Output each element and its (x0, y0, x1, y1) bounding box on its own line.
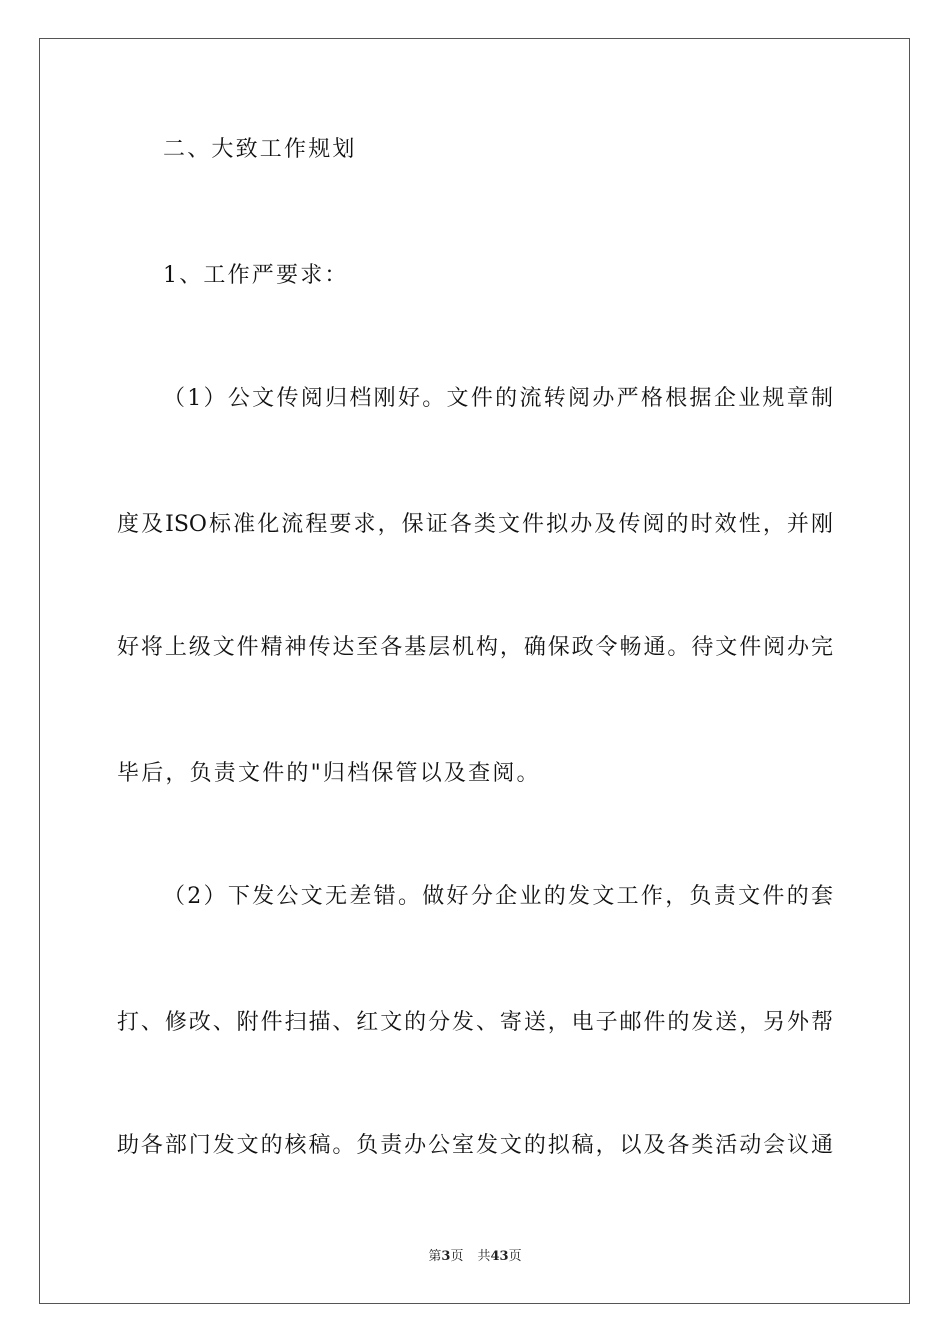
total-page-count: 43 (490, 1249, 509, 1264)
page-unit: 页 (450, 1249, 464, 1264)
page-border (39, 38, 910, 1304)
total-prefix: 共 (477, 1249, 491, 1264)
current-page-number: 3 (441, 1249, 451, 1264)
paragraph-line: （2）下发公文无差错。做好分企业的发文工作，负责文件的套 (163, 884, 833, 909)
subsection-heading: 1、工作严要求： (163, 263, 349, 288)
total-unit: 页 (508, 1249, 522, 1264)
section-heading: 二、大致工作规划 (163, 137, 357, 162)
paragraph-line: 助各部门发文的核稿。负责办公室发文的拟稿，以及各类活动会议通 (117, 1133, 833, 1158)
paragraph-line: 打、修改、附件扫描、红文的分发、寄送，电子邮件的发送，另外帮 (117, 1010, 833, 1035)
paragraph-line: （1）公文传阅归档刚好。文件的流转阅办严格根据企业规章制 (163, 386, 833, 411)
paragraph-line: 毕后，负责文件的"归档保管以及查阅。 (117, 761, 541, 786)
paragraph-line: 度及ISO标准化流程要求，保证各类文件拟办及传阅的时效性，并刚 (117, 512, 833, 537)
page-prefix: 第 (428, 1249, 442, 1264)
page-footer (0, 1248, 950, 1266)
paragraph-line: 好将上级文件精神传达至各基层机构，确保政令畅通。待文件阅办完 (117, 635, 833, 660)
